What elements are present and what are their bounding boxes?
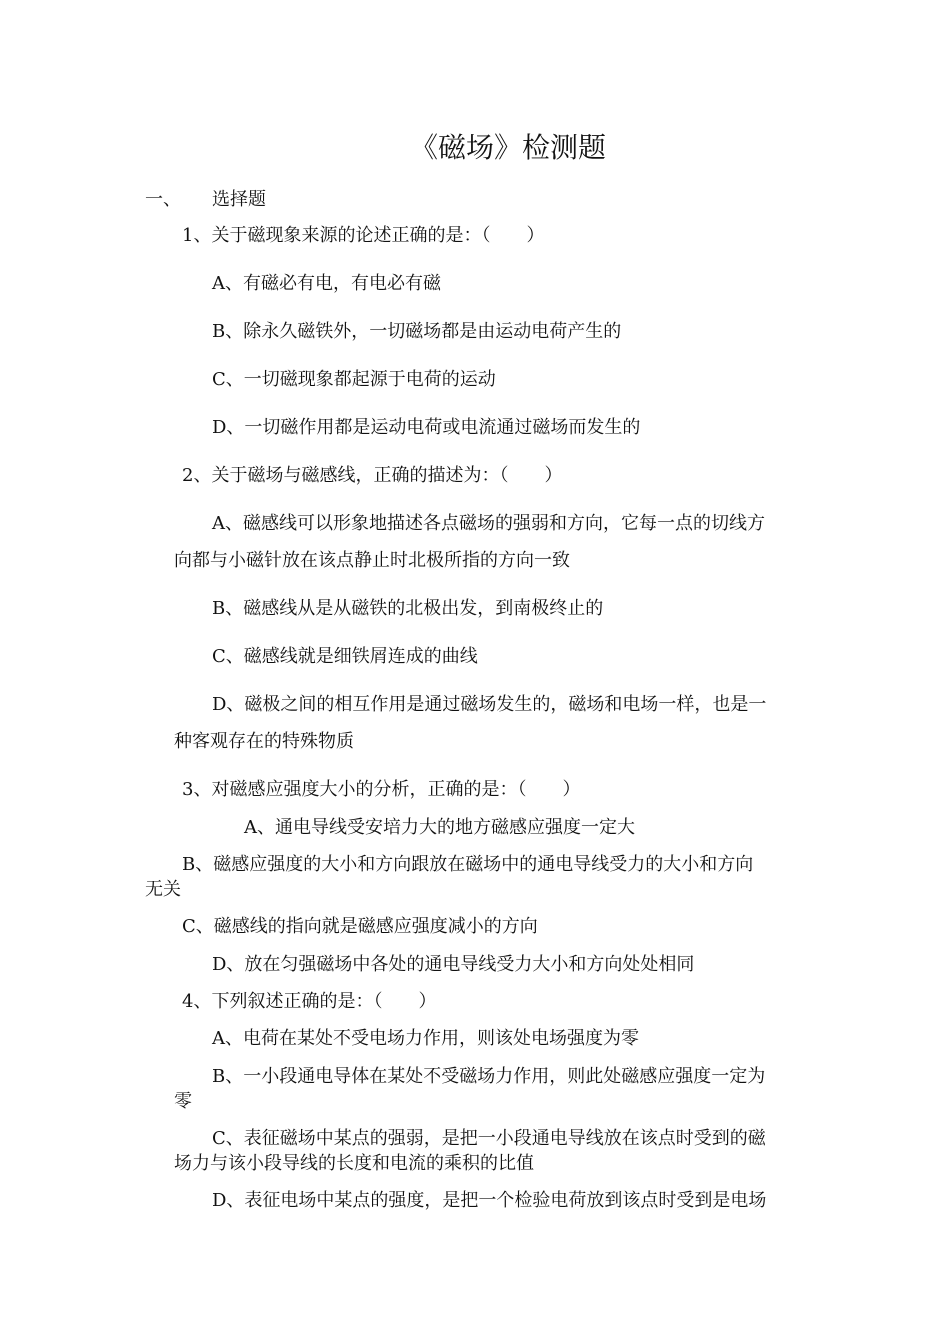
question-4-option-a: A、电荷在某处不受电场力作用，则该处电场强度为零 — [212, 1028, 639, 1049]
section-number: 一、 — [145, 189, 181, 210]
question-1-option-c: C、一切磁现象都起源于电荷的运动 — [212, 369, 496, 390]
question-4-option-d-line-1: D、表征电场中某点的强度，是把一个检验电荷放到该点时受到是电场 — [212, 1190, 767, 1211]
question-1-option-d: D、一切磁作用都是运动电荷或电流通过磁场而发生的 — [212, 417, 641, 438]
question-4-option-c-line-1: C、表征磁场中某点的强弱，是把一小段通电导线放在该点时受到的磁 — [212, 1128, 766, 1149]
question-4-stem: 4、下列叙述正确的是：（ ） — [182, 991, 437, 1012]
question-2-option-d-line-1: D、磁极之间的相互作用是通过磁场发生的，磁场和电场一样，也是一 — [212, 694, 767, 715]
question-3-option-c: C、磁感线的指向就是磁感应强度减小的方向 — [182, 916, 538, 937]
question-3-option-b-line-1: B、磁感应强度的大小和方向跟放在磁场中的通电导线受力的大小和方向 — [182, 854, 754, 875]
question-1-option-b: B、除永久磁铁外，一切磁场都是由运动电荷产生的 — [212, 321, 622, 342]
question-2-stem: 2、关于磁场与磁感线，正确的描述为：（ ） — [182, 465, 563, 486]
question-2-option-c: C、磁感线就是细铁屑连成的曲线 — [212, 646, 478, 667]
question-1-option-a: A、有磁必有电，有电必有磁 — [212, 273, 441, 294]
question-3-option-d: D、放在匀强磁场中各处的通电导线受力大小和方向处处相同 — [212, 954, 695, 975]
question-4-option-c-line-2: 场力与该小段导线的长度和电流的乘积的比值 — [174, 1153, 534, 1174]
question-3-stem: 3、对磁感应强度大小的分析，正确的是：（ ） — [182, 779, 581, 800]
document-title: 《磁场》检测题 — [409, 131, 606, 164]
section-label: 选择题 — [212, 189, 266, 210]
question-2-option-d-line-2: 种客观存在的特殊物质 — [174, 731, 354, 752]
question-2-option-b: B、磁感线从是从磁铁的北极出发，到南极终止的 — [212, 598, 604, 619]
question-4-option-b-line-1: B、一小段通电导体在某处不受磁场力作用，则此处磁感应强度一定为 — [212, 1066, 766, 1087]
question-1-stem: 1、关于磁现象来源的论述正确的是：（ ） — [182, 225, 545, 246]
question-3-option-a: A、通电导线受安培力大的地方磁感应强度一定大 — [244, 817, 635, 838]
question-2-option-a-line-1: A、磁感线可以形象地描述各点磁场的强弱和方向，它每一点的切线方 — [212, 513, 765, 534]
question-3-option-b-line-2: 无关 — [145, 879, 181, 900]
question-4-option-b-line-2: 零 — [174, 1091, 192, 1112]
question-2-option-a-line-2: 向都与小磁针放在该点静止时北极所指的方向一致 — [174, 550, 570, 571]
